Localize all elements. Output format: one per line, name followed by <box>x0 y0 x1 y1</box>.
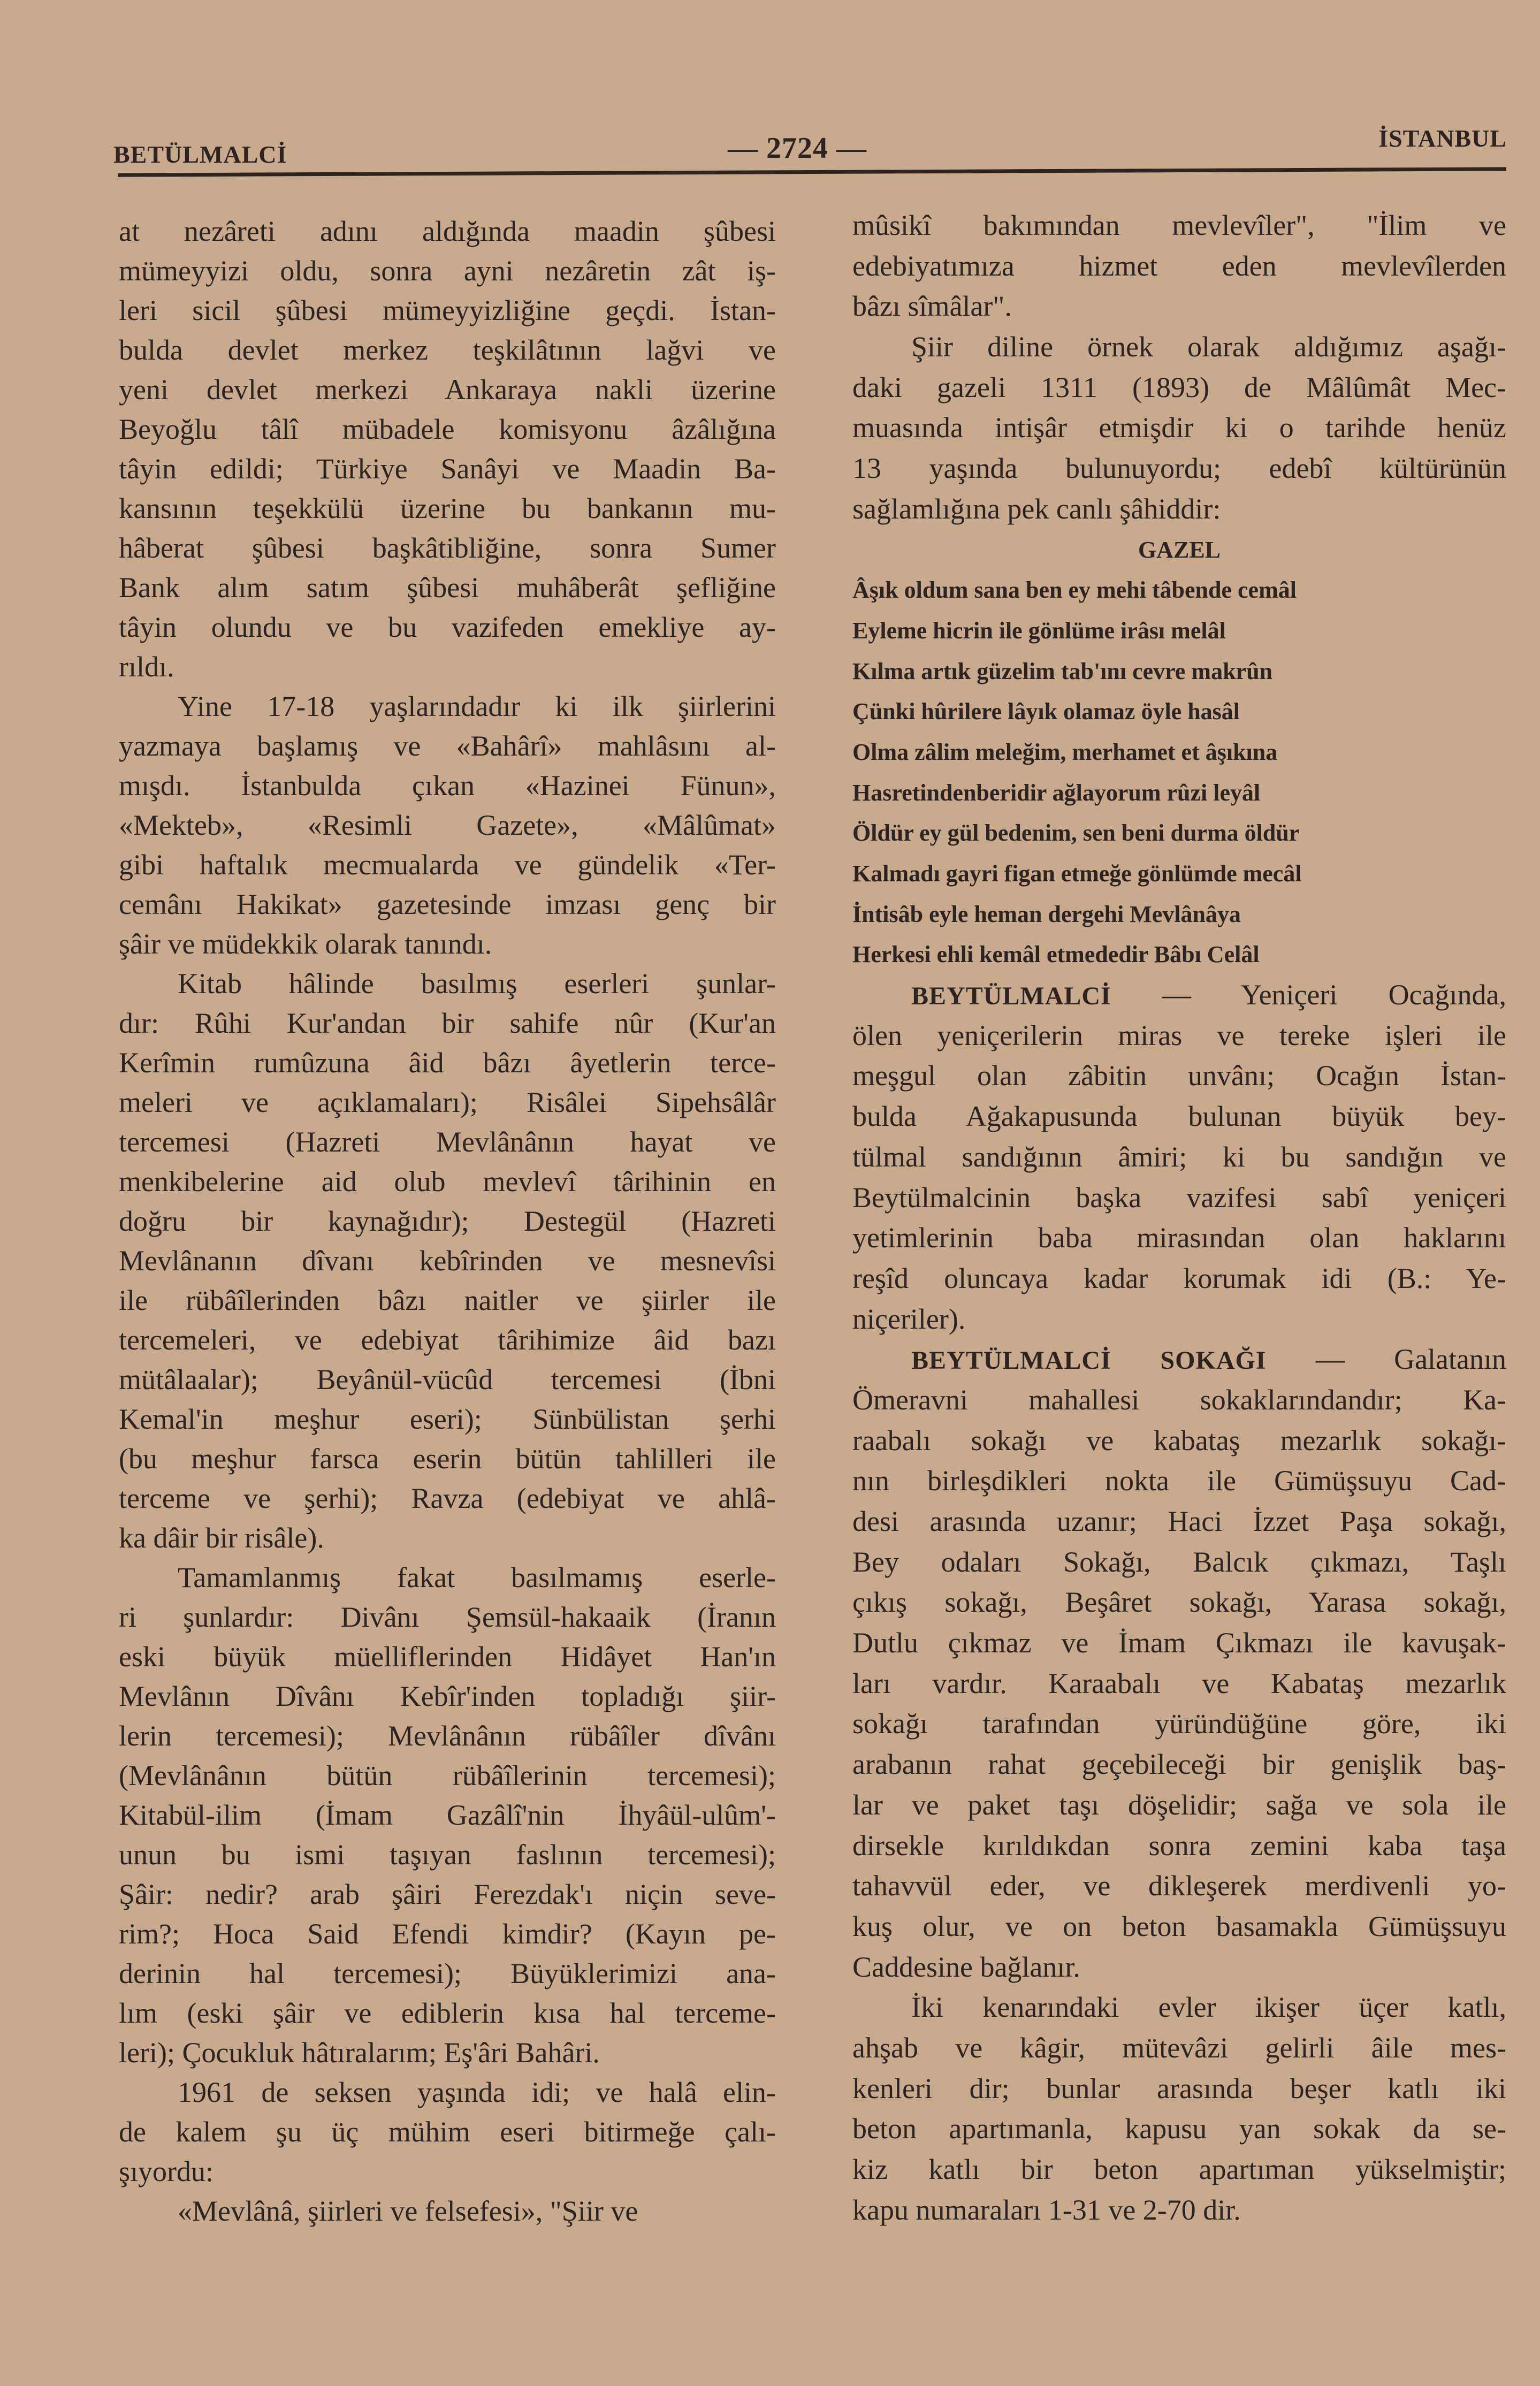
text-line: tercemesi (Hazreti Mevlânânın hayat ve <box>119 1126 776 1158</box>
text-line: bulda Ağakapusunda bulunan büyük bey- <box>852 1100 1506 1133</box>
poem-title: GAZEL <box>1138 536 1221 563</box>
text-line: meleri ve açıklamaları); Risâlei Sipehsâlâr <box>119 1086 776 1118</box>
text-line: tâyin edildi; Türkiye Sanâyi ve Maadin Ba- <box>119 453 776 485</box>
entry-heading: BEYTÜLMALCİ <box>911 982 1111 1011</box>
text-line: nın birleşdikleri nokta ile Gümüşsuyu Cad- <box>852 1465 1506 1497</box>
text-line: Şiir diline örnek olarak aldığımız aşağı- <box>911 331 1506 363</box>
text-line: tercemeleri, ve edebiyat târihimize âid bazı <box>119 1324 776 1356</box>
text-line: Mevlânanın dîvanı kebîrinden ve mesnevîsi <box>119 1245 776 1277</box>
entry-first-line <box>852 1339 1506 1380</box>
text-line: Kitab hâlinde basılmış eserleri şunlar- <box>178 967 776 1000</box>
text-line: lar ve paket taşı döşelidir; sağa ve sola ile <box>852 1788 1506 1821</box>
text-line: kansının teşekkülü üzerine bu bankanın mu- <box>119 492 776 524</box>
text-line: 1961 de seksen yaşında idi; ve halâ elin- <box>178 2076 776 2108</box>
text-line: beton apartımanla, kapusu yan sokak da se- <box>852 2113 1506 2145</box>
text-line: sağlamlığına pek canlı şâhiddir: <box>852 492 1221 525</box>
text-line: «Mekteb», «Resimli Gazete», «Mâlûmat» <box>119 809 776 841</box>
text-line: ölen yeniçerilerin miras ve tereke işleri ile <box>852 1019 1506 1051</box>
poem-line: Kalmadı gayri figan etmeğe gönlümde mecâl <box>852 860 1302 887</box>
text-line: hâberat şûbesi başkâtibliğine, sonra Sumer <box>119 532 776 564</box>
text-line: kapu numaraları 1-31 ve 2-70 dir. <box>852 2193 1241 2226</box>
text-line: cemânı Hakikat» gazetesinde imzası genç bir <box>119 888 776 920</box>
text-line: desi arasında uzanır; Haci İzzet Paşa sokağı, <box>852 1505 1506 1537</box>
text-line: Kitabül-ilim (İmam Gazâlî'nin İhyâül-ulûm'- <box>119 1799 776 1831</box>
poem-line: Öldür ey gül bedenim, sen beni durma öldür <box>852 820 1300 847</box>
entry-text: — Galatanın <box>1266 1343 1506 1376</box>
text-line: bâzı sîmâlar". <box>852 290 1012 323</box>
running-head-right: İSTANBUL <box>1378 125 1507 152</box>
text-line: raabalı sokağı ve kabataş mezarlık sokağı- <box>852 1424 1506 1457</box>
text-line: edebiyatımıza hizmet eden mevlevîlerden <box>852 249 1506 282</box>
text-line: Yine 17-18 yaşlarındadır ki ilk şiirlerini <box>178 690 776 722</box>
poem-line: Hasretindenberidir ağlayorum rûzi leyâl <box>852 779 1261 806</box>
text-line: eski büyük müelliflerinden Hidâyet Han'ın <box>119 1641 776 1673</box>
text-line: ile rübâîlerinden bâzı naitler ve şiirler ile <box>119 1284 776 1316</box>
running-head-left: BETÜLMALCİ <box>113 141 287 168</box>
poem-line: Kılma artık güzelim tab'ını cevre makrûn <box>852 658 1273 684</box>
text-line: derinin hal tercemesi); Büyüklerimizi ana- <box>119 1957 776 1989</box>
text-line: Beyoğlu tâlî mübadele komisyonu âzâlığına <box>119 413 776 445</box>
text-line: mütâlaalar); Beyânül-vücûd tercemesi (İbni <box>119 1363 776 1396</box>
text-line: yazmaya başlamış ve «Bahârî» mahlâsını al- <box>119 730 776 762</box>
poem-line: Çünki hûrilere lâyık olamaz öyle hasâl <box>852 698 1240 725</box>
text-line: mümeyyizi oldu, sonra ayni nezâretin zât iş- <box>119 255 776 287</box>
text-line: Ömeravni mahallesi sokaklarındandır; Ka- <box>852 1383 1506 1416</box>
text-line: unun bu ismi taşıyan faslının tercemesi); <box>119 1839 776 1871</box>
poem-line: Âşık oldum sana ben ey mehi tâbende cemâl <box>852 577 1297 604</box>
text-line: Kemal'in meşhur eseri); Sünbülistan şerhi <box>119 1403 776 1435</box>
text-line: rıldı. <box>119 651 174 683</box>
text-line: ları vardır. Karaabalı ve Kabataş mezarlık <box>852 1667 1506 1699</box>
text-line: şâir ve müdekkik olarak tanındı. <box>119 928 492 960</box>
left-column <box>119 211 776 2231</box>
text-line: rim?; Hoca Said Efendi kimdir? (Kayın pe- <box>119 1918 776 1950</box>
text-line: Şâir: nedir? arab şâiri Ferezdak'ı niçin seve- <box>119 1878 776 1910</box>
text-line: leri); Çocukluk hâtıralarım; Eş'âri Bahâri. <box>119 2037 600 2069</box>
text-line: ahşab ve kâgir, mütevâzi gelirli âile mes- <box>852 2031 1506 2064</box>
text-line: yeni devlet merkezi Ankaraya nakli üzerine <box>119 373 776 406</box>
right-column <box>852 205 1506 2230</box>
entry-first-line <box>852 975 1506 1016</box>
text-line: tülmal sandığının âmiri; ki bu sandığın ve <box>852 1140 1506 1173</box>
text-line: lerin tercemesi); Mevlânânın rübâîler dîvânı <box>119 1720 776 1752</box>
text-line: gibi haftalık mecmualarda ve gündelik «Ter- <box>119 849 776 881</box>
text-line: arabanın rahat geçebileceği bir genişlik baş- <box>852 1748 1506 1781</box>
text-line: terceme ve şerhi); Ravza (edebiyat ve ahlâ- <box>119 1482 776 1514</box>
text-line: leri sicil şûbesi mümeyyizliğine geçdi. İstan- <box>119 294 776 326</box>
text-line: bulda devlet merkez teşkilâtının lağvi ve <box>119 334 776 366</box>
text-line: kiz katlı bir beton apartıman yükselmiştir; <box>852 2153 1506 2185</box>
poem-line: Herkesi ehli kemâl etmededir Bâbı Celâl <box>852 941 1260 968</box>
text-line: muasında intişâr etmişdir ki o tarihde henüz <box>852 411 1506 444</box>
text-line: reşîd oluncaya kadar korumak idi (B.: Ye- <box>852 1262 1506 1294</box>
text-line: meşgul olan zâbitin unvânı; Ocağın İstan- <box>852 1059 1506 1092</box>
text-line: niçeriler). <box>852 1302 966 1335</box>
text-line: at nezâreti adını aldığında maadin şûbesi <box>119 215 776 247</box>
text-line: lım (eski şâir ve ediblerin kısa hal terceme- <box>119 1997 776 2029</box>
text-line: ka dâir bir risâle). <box>119 1522 324 1554</box>
poem-line: Olma zâlim meleğim, merhamet et âşıkına <box>852 738 1278 765</box>
text-line: İki kenarındaki evler ikişer üçer katlı, <box>911 1991 1506 2024</box>
text-line: (bu meşhur farsca eserin bütün tahlilleri ile <box>119 1443 776 1475</box>
text-line: Bey odaları Sokağı, Balcık çıkmazı, Taşlı <box>852 1545 1506 1578</box>
text-line: Mevlânın Dîvânı Kebîr'inden topladığı şiir- <box>119 1680 776 1712</box>
text-line: mışdı. İstanbulda çıkan «Hazinei Fünun», <box>119 769 776 802</box>
text-line: Caddesine bağlanır. <box>852 1950 1080 1983</box>
text-line: dirsekle kırıldıkdan sonra zemini kaba taşa <box>852 1829 1506 1862</box>
text-line: ri şunlardır: Divânı Şemsül-hakaaik (İranın <box>119 1601 776 1633</box>
text-line: de kalem şu üç mühim eseri bitirmeğe çalı- <box>119 2116 776 2148</box>
poem-line: İntisâb eyle heman dergehi Mevlânâya <box>852 901 1241 927</box>
text-line: mûsikî bakımından mevlevîler", "İlim ve <box>852 209 1506 241</box>
text-line: Dutlu çıkmaz ve İmam Çıkmazı ile kavuşak- <box>852 1627 1506 1659</box>
text-line: Kerîmin rumûzuna âid bâzı âyetlerin terce- <box>119 1047 776 1079</box>
text-line: tahavvül eder, ve dikleşerek merdivenli yo- <box>852 1870 1506 1902</box>
text-line: 13 yaşında bulunuyordu; edebî kültürünün <box>852 452 1506 485</box>
text-line: çıkış sokağı, Beşâret sokağı, Yarasa sokağı, <box>852 1586 1506 1619</box>
text-line: tâyin olundu ve bu vazifeden emekliye ay- <box>119 611 776 643</box>
text-line: «Mevlânâ, şiirleri ve felsefesi», "Şiir ve <box>178 2195 638 2227</box>
text-line: Bank alım satım şûbesi muhâberât şefliğine <box>119 571 776 604</box>
page-number: — 2724 — <box>728 132 867 165</box>
text-line: kuş olur, ve on beton basamakla Gümüşsuyu <box>852 1910 1506 1942</box>
text-line: sokağı tarafından yüründüğüne göre, iki <box>852 1707 1506 1740</box>
text-line: (Mevlânânın bütün rübâîlerinin tercemesi); <box>119 1759 776 1792</box>
text-line: yetimlerinin baba mirasından olan haklarını <box>852 1222 1506 1254</box>
poem-line: Eyleme hicrin ile gönlüme irâsı melâl <box>852 617 1226 644</box>
text-line: Beytülmalcinin başka vazifesi sabî yeniçeri <box>852 1181 1506 1214</box>
text-line: Tamamlanmış fakat basılmamış eserle- <box>178 1561 776 1594</box>
header-rule <box>118 167 1506 177</box>
text-line: dır: Rûhi Kur'andan bir sahife nûr (Kur'an <box>119 1007 776 1039</box>
entry-text: — Yeniçeri Ocağında, <box>1111 979 1506 1011</box>
text-line: daki gazeli 1311 (1893) de Mâlûmât Mec- <box>852 371 1506 403</box>
entry-heading: BEYTÜLMALCİ SOKAĞI <box>911 1346 1267 1375</box>
text-line: menkibelerine aid olub mevlevî târihinin en <box>119 1165 776 1198</box>
text-line: kenleri dir; bunlar arasında beşer katlı iki <box>852 2072 1506 2105</box>
text-line: doğru bir kaynağıdır); Destegül (Hazreti <box>119 1205 776 1237</box>
text-line: şıyordu: <box>119 2155 214 2187</box>
